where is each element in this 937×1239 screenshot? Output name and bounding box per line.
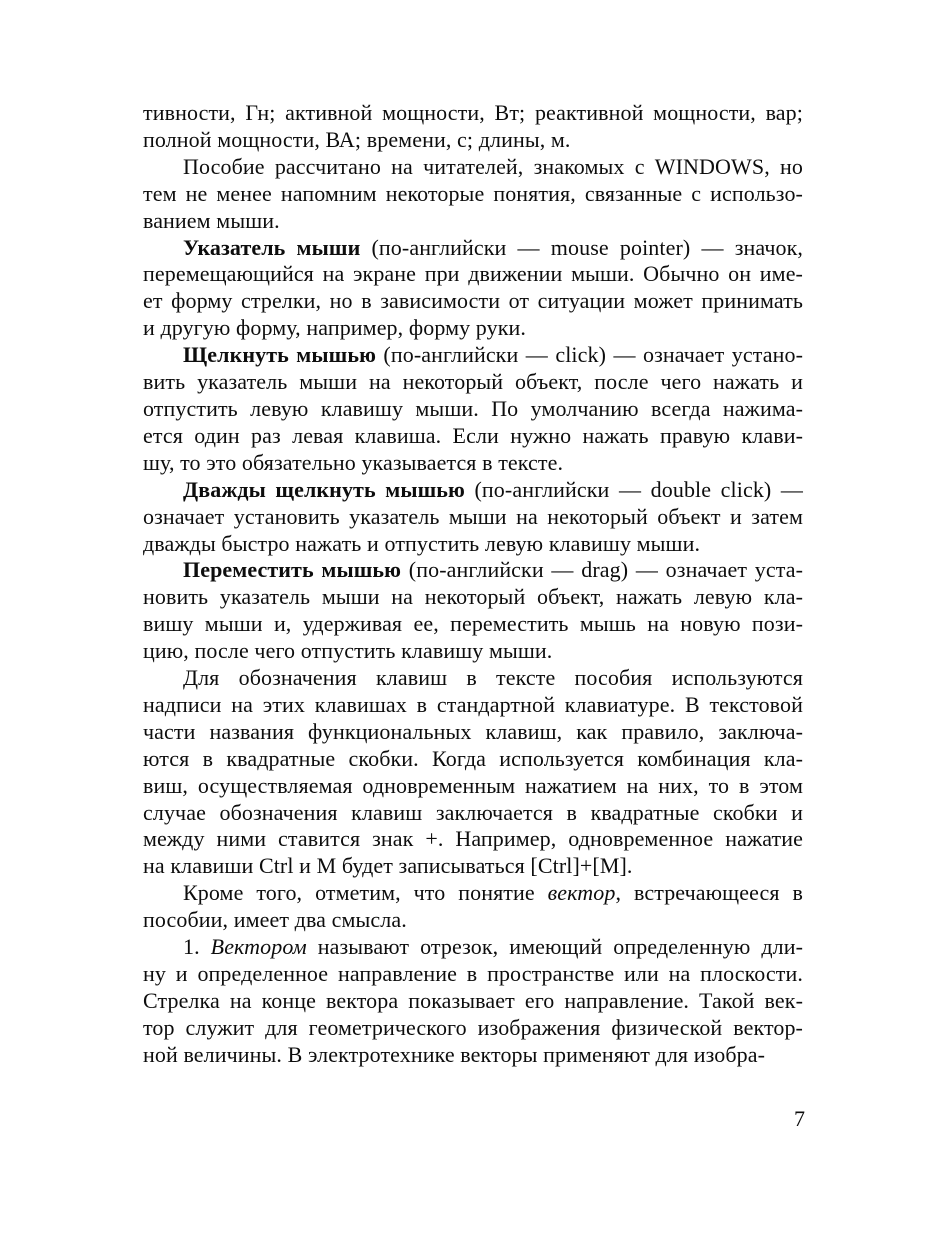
text-line [143, 1042, 803, 1069]
text-line [143, 880, 803, 907]
paragraph [143, 934, 803, 1069]
paragraph [143, 665, 803, 880]
text-line [143, 746, 803, 773]
text-segment: шу, то это обязательно указывается в тексте. [143, 449, 564, 475]
text-line [143, 423, 803, 450]
text-segment: вишу мыши и, удерживая ее, переместить мышь на новую пози- [143, 611, 803, 637]
bold-term: Щелкнуть мышью [183, 342, 376, 368]
text-segment: (по-английски — mouse pointer) — значок, [360, 234, 803, 260]
text-line [143, 638, 803, 665]
text-segment: случае обозначения клавиш заключается в квадратные скобки и [143, 799, 803, 825]
text-segment: ну и определенное направление в пространстве или на плоскости. [143, 961, 803, 986]
text-segment: тор служит для геометрического изображения физической вектор- [143, 1014, 803, 1040]
text-line [143, 450, 803, 477]
text-segment: части названия функциональных клавиш, как правило, заключа- [143, 718, 803, 744]
text-line [143, 557, 803, 584]
text-segment: ет форму стрелки, но в зависимости от ситуации может принимать [143, 288, 803, 314]
text-line [143, 235, 803, 262]
bold-term: Переместить мышью [183, 557, 402, 583]
text-segment: означает установить указатель мыши на некоторый объект и затем [143, 503, 803, 529]
text-segment: виш, осуществляемая одновременным нажатием на них, то в этом [143, 772, 803, 798]
page-number: 7 [794, 1106, 805, 1131]
text-segment: надписи на этих клавишах в стандартной клавиатуре. В текстовой [143, 691, 803, 717]
text-segment: цию, после чего отпустить клавишу мыши. [143, 638, 553, 664]
text-line [143, 826, 803, 853]
text-segment: Для обозначения клавиш в тексте пособия используются [183, 665, 803, 691]
text-line [143, 719, 803, 746]
text-line [143, 1015, 803, 1042]
text-line [143, 988, 803, 1015]
text-line [143, 181, 803, 208]
text-line [143, 531, 803, 558]
text-line [143, 315, 803, 342]
text-line [143, 934, 803, 961]
text-line [143, 127, 803, 154]
text-line [143, 853, 803, 880]
text-line [143, 154, 803, 181]
text-line [143, 504, 803, 531]
text-line [143, 288, 803, 315]
text-line [143, 396, 803, 423]
text-segment: ется один раз левая клавиша. Если нужно нажать правую клави- [143, 422, 803, 448]
bold-term: Указатель мыши [183, 234, 361, 260]
text-segment: тем не менее напомним некоторые понятия, связанные с использо- [143, 180, 803, 206]
text-line [143, 907, 803, 934]
text-segment: (по-английски — double click) — [464, 476, 804, 502]
italic-term: Вектором [210, 934, 307, 960]
paragraph [143, 880, 803, 934]
text-segment: вить указатель мыши на некоторый объект, после чего нажать и [143, 369, 803, 395]
text-line [143, 477, 803, 504]
text-segment: Стрелка на конце вектора показывает его направление. Такой век- [143, 987, 803, 1013]
italic-term: вектор [547, 880, 616, 906]
text-line [143, 961, 803, 988]
text-segment: перемещающийся на экране при движении мыши. Обычно он име- [143, 261, 803, 287]
text-segment: Пособие рассчитано на читателей, знакомых с WINDOWS, но [183, 153, 803, 179]
text-line [143, 665, 803, 692]
text-line [143, 261, 803, 288]
paragraph [143, 235, 803, 343]
text-segment: полной мощности, ВА; времени, с; длины, м. [143, 126, 571, 152]
text-line [143, 611, 803, 638]
text-segment: между ними ставится знак +. Например, одновременное нажатие [143, 826, 803, 852]
text-segment: (по-английски — drag) — означает уста- [401, 557, 803, 583]
text-segment: ванием мыши. [143, 207, 280, 233]
paragraph [143, 557, 803, 665]
text-line [143, 773, 803, 800]
text-segment: новить указатель мыши на некоторый объект, нажать левую кла- [143, 584, 803, 610]
paragraph [143, 342, 803, 477]
text-segment: тивности, Гн; активной мощности, Вт; реактивной мощности, вар; [143, 100, 803, 125]
text-segment: на клавиши Ctrl и М будет записываться [Ctrl]+[М]. [143, 853, 633, 879]
text-line [143, 692, 803, 719]
text-segment: называют отрезок, имеющий определенную дли- [306, 934, 803, 960]
text-segment: 1. [183, 934, 211, 960]
text-line [143, 208, 803, 235]
text-segment: дважды быстро нажать и отпустить левую клавишу мыши. [143, 530, 701, 556]
text-segment: (по-английски — click) — означает устано- [375, 342, 803, 368]
text-segment: ной величины. В электротехнике векторы применяют для изобра- [143, 1041, 766, 1067]
text-line [143, 100, 803, 127]
text-segment: Кроме того, отметим, что понятие [183, 880, 548, 906]
page-text-block [143, 100, 803, 1069]
text-segment: ются в квадратные скобки. Когда используется комбинация кла- [143, 745, 803, 771]
text-line [143, 584, 803, 611]
text-line [143, 369, 803, 396]
text-segment: и другую форму, например, форму руки. [143, 315, 526, 341]
text-line [143, 342, 803, 369]
paragraph [143, 477, 803, 558]
paragraph [143, 100, 803, 154]
text-segment: отпустить левую клавишу мыши. По умолчанию всегда нажима- [143, 395, 803, 421]
text-segment: пособии, имеет два смысла. [143, 907, 407, 933]
text-line [143, 800, 803, 827]
paragraph [143, 154, 803, 235]
bold-term: Дважды щелкнуть мышью [183, 476, 465, 502]
text-segment: , встречающееся в [615, 880, 803, 906]
